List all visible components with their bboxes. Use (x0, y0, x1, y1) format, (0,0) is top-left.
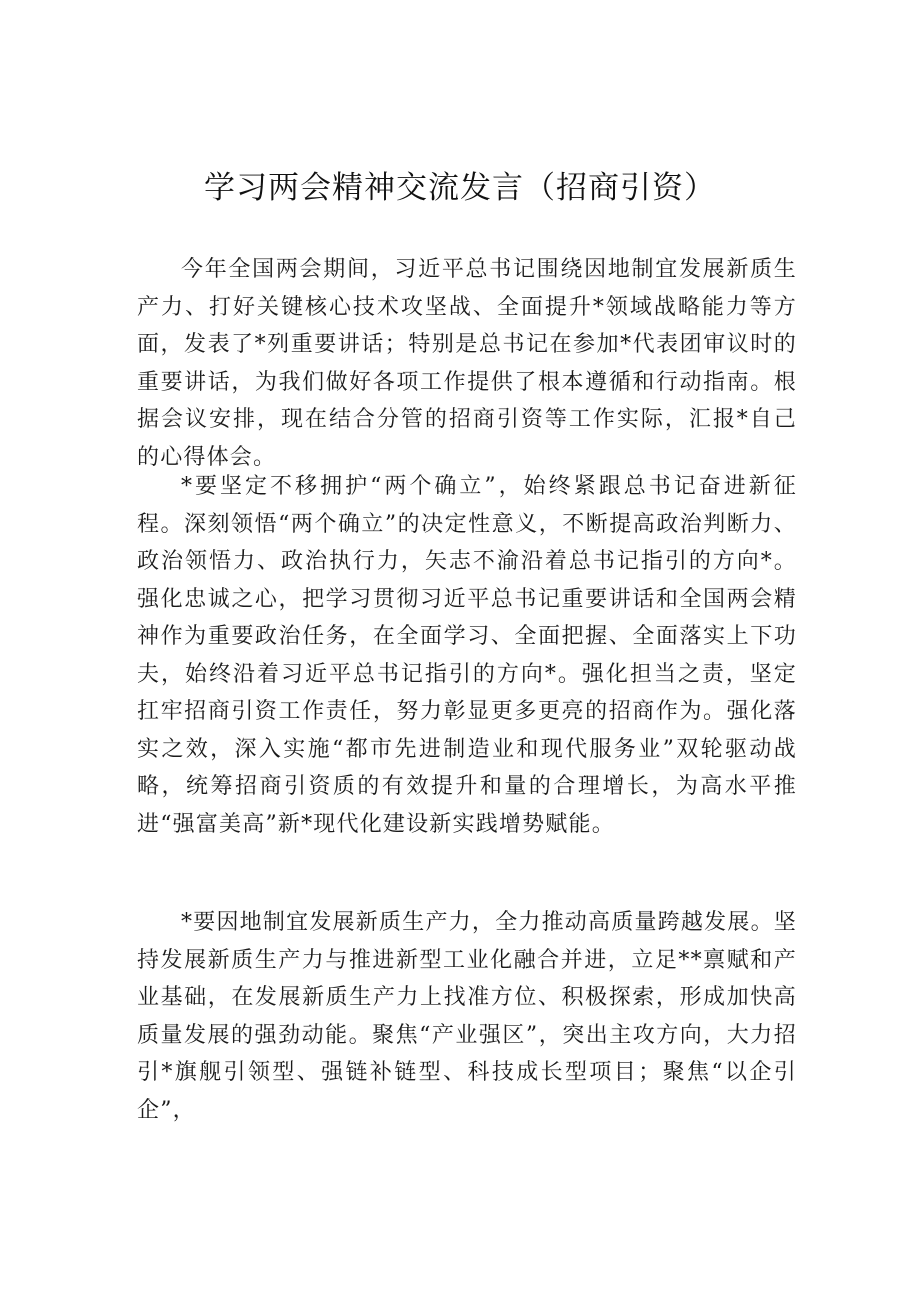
paragraph-intro (137, 251, 797, 476)
paragraph-text: *要坚定不移拥护“两个确立”，始终紧跟总书记奋进新征程。深刻领悟“两个确立”的决定性意义，不断提高政治判断力、政治领悟力、政治执行力，矢志不渝沿着总书记指引的方向*。强化忠诚之心，把学习贯彻习近平总书记重要讲话和全国两会精神作为重要政治任务，在全面学习、全面把握、全面落实上下功夫，始终沿着习近平总书记指引的方向*。强化担当之责，坚定扛牢招商引资工作责任，努力彰显更多更亮的招商作为。强化落实之效，深入实施“都市先进制造业和现代服务业”双轮驱动战略，统筹招商引资质的有效提升和量的合理增长，为高水平推进“强富美高”新*现代化建设新实践增势赋能。 (137, 474, 797, 837)
document-title: 学习两会精神交流发言（招商引资） (204, 170, 716, 206)
paragraph-two-establishments (137, 468, 797, 843)
paragraph-text: 今年全国两会期间，习近平总书记围绕因地制宜发展新质生产力、打好关键核心技术攻坚战、全面提升*领域战略能力等方面，发表了*列重要讲话；特别是总书记在参加*代表团审议时的重要讲话，为我们做好各项工作提供了根本遵循和行动指南。根据会议安排，现在结合分管的招商引资等工作实际，汇报*自己的心得体会。 (137, 257, 797, 470)
paragraph-text: *要因地制宜发展新质生产力，全力推动高质量跨越发展。坚持发展新质生产力与推进新型工业化融合并进，立足**禀赋和产业基础，在发展新质生产力上找准方位、积极探索，形成加快高质量发展的强劲动能。聚焦“产业强区”，突出主攻方向，大力招引*旗舰引领型、强链补链型、科技成长型项目；聚焦“以企引企”， (137, 910, 797, 1123)
paragraph-new-productivity (137, 904, 797, 1129)
